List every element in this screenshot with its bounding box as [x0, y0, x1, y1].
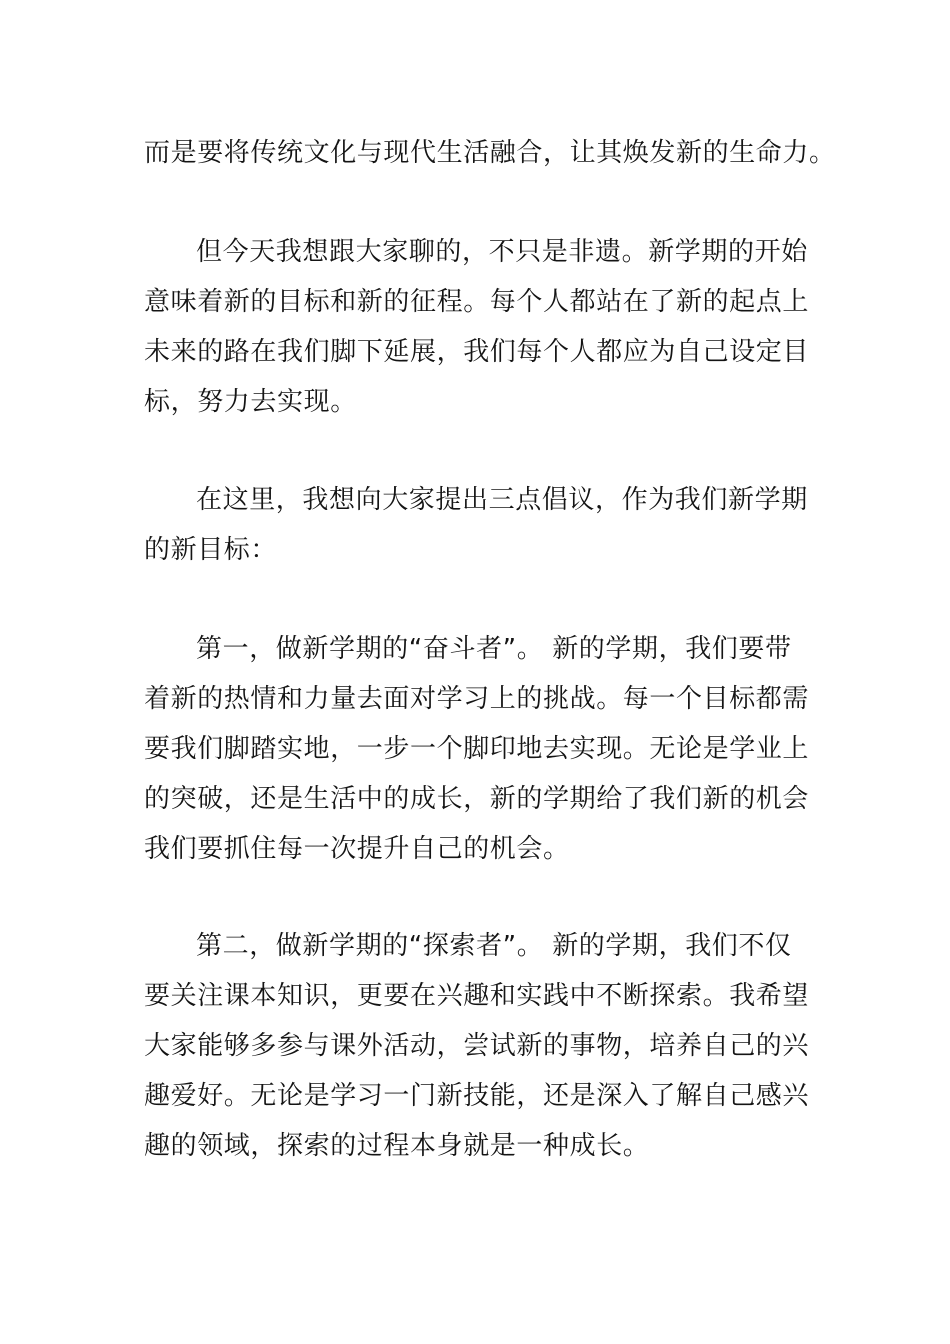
- paragraph-5: [144, 921, 809, 1171]
- text-line: 而是要将传统文化与现代生活融合，让其焕发新的生命力。: [144, 138, 836, 168]
- text-line: 要我们脚踏实地，一步一个脚印地去实现。无论是学业上: [144, 734, 810, 764]
- text-line: 未来的路在我们脚下延展，我们每个人都应为自己设定目: [144, 337, 810, 367]
- text-line: 趣爱好。无论是学习一门新技能，还是深入了解自己感兴: [144, 1081, 810, 1111]
- text-line: 着新的热情和力量去面对学习上的挑战。每一个目标都需: [144, 684, 810, 714]
- text-line: 第二，做新学期的“探索者”。 新的学期，我们不仅: [196, 931, 792, 961]
- text-line: 的突破，还是生活中的成长，新的学期给了我们新的机会: [144, 784, 810, 814]
- paragraph-4: [144, 624, 809, 874]
- text-line: 在这里，我想向大家提出三点倡议，作为我们新学期: [196, 485, 808, 515]
- paragraph-3: [144, 475, 809, 575]
- paragraph-2: [144, 227, 809, 427]
- paragraph-1: [144, 128, 836, 178]
- text-line: 大家能够多参与课外活动，尝试新的事物，培养自己的兴: [144, 1031, 810, 1061]
- text-line: 的新目标：: [144, 535, 278, 565]
- text-line: 第一，做新学期的“奋斗者”。 新的学期，我们要带: [196, 634, 792, 664]
- text-line: 标，努力去实现。: [144, 387, 357, 417]
- text-line: 但今天我想跟大家聊的，不只是非遗。新学期的开始: [196, 237, 808, 267]
- text-line: 意味着新的目标和新的征程。每个人都站在了新的起点上: [144, 287, 810, 317]
- text-line: 趣的领域，探索的过程本身就是一种成长。: [144, 1131, 650, 1161]
- text-line: 我们要抓住每一次提升自己的机会。: [144, 834, 570, 864]
- text-line: 要关注课本知识，更要在兴趣和实践中不断探索。我希望: [144, 981, 810, 1011]
- document-page: [144, 0, 836, 1344]
